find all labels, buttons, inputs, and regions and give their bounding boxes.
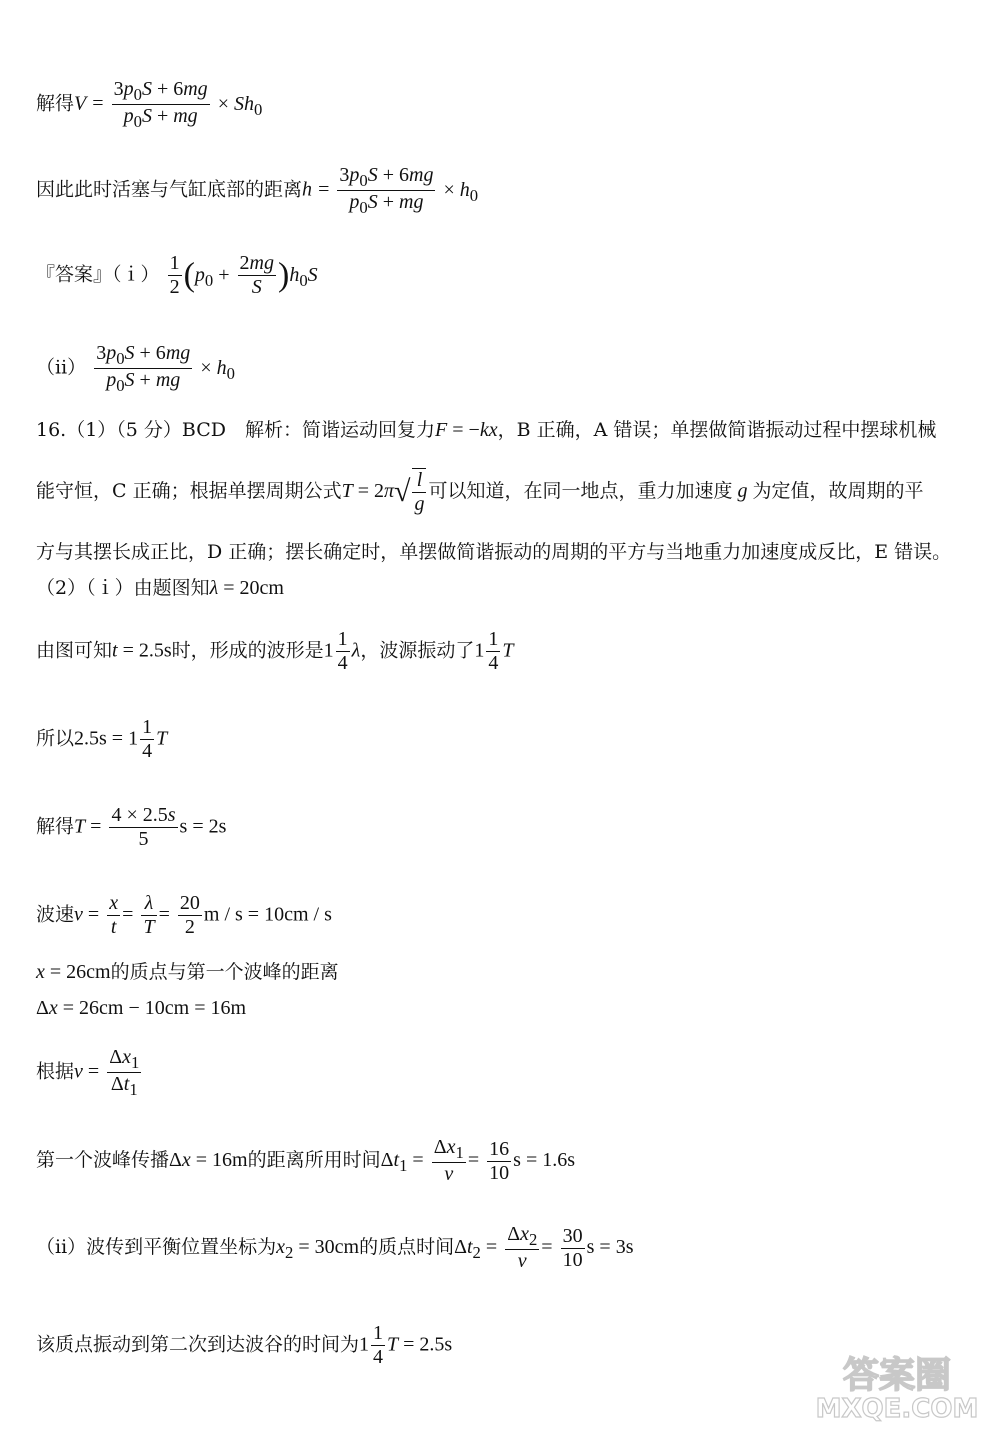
text: 为定值，故周期的平 [752,480,924,502]
p10-first-crest: 第一个波峰传播Δx = 16m的距离所用时间$\Delta t_1$ = $\frac{\Delta x_1}{v}$ = $\frac{16}{10}$ s = 1.6s [36,1136,576,1186]
fraction: $\frac{x}{t}$ [109,892,119,938]
p12-trough-time: 该质点振动到第二次到达波谷的时间为1 $\frac{1}{4}$ T = 2.5s [36,1322,453,1368]
text: 时，形成的波形是 [171,639,324,662]
text: 能守恒，C 正确；根据单摆周期公式 [36,480,342,502]
text: 可以知道，在同一地点，重力加速度 [428,480,733,502]
fraction: $\frac{16}{10}$ [489,1137,510,1184]
line-answer-i: 『答案』（ｉ） $\frac{1}{2}$ ($p_0$ + $\frac{2mg}{S}$ )$h_0S$ [36,252,318,298]
text: ，波源振动了 [360,639,475,662]
text: 波速 [36,903,75,926]
q16-line-3 [36,543,951,562]
text: 第一个波峰传播 [36,1149,170,1172]
fraction: $\frac{20}{2}$ [179,892,200,938]
line-solve-volume: 解得V = $\frac{3p_0S + 6mg}{p_0S + mg}$ × $Sh_0$ [36,78,263,132]
fraction: $\frac{1}{2}$ [169,252,180,298]
fraction: $\frac{2mg}{S}$ [239,252,274,298]
text: 解得 [36,815,75,838]
text: （ⅱ） [36,356,87,379]
fraction: $\frac{1}{4}$ [488,628,499,674]
fraction: $\frac{3p_0S + 6mg}{p_0S + mg}$ [339,164,434,218]
line-answer-ii: （ⅱ） $\frac{3p_0S + 6mg}{p_0S + mg}$ × $h_0$ [36,342,235,396]
fraction: $\frac{3p_0S + 6mg}{p_0S + mg}$ [96,342,191,396]
q16-line-1: 16.（1）（5 分）BCD 解析：简谐运动回复力F = −kx，B 正确，A 错误；单摆做简谐振动过程中摆球机械 [36,419,937,441]
p5-period: 解得T = $\frac{4 \times 2.5s}{5}$ s = 2s [36,804,227,850]
text: 的质点时间 [359,1236,455,1259]
fraction: $\frac{\Delta x_2}{v}$ [507,1223,538,1273]
text: （2）（ｉ）由题图知 [36,577,210,599]
fraction: $\frac{\Delta x_1}{v}$ [433,1136,464,1186]
text: 因此此时活塞与气缸底部的距离 [36,178,303,201]
text: 『答案』（ｉ） [36,263,160,286]
fraction: $\frac{\lambda}{T}$ [143,892,155,938]
fraction: $\frac{1}{4}$ [337,628,348,674]
line-piston-distance: 因此此时活塞与气缸底部的距离h = $\frac{3p_0S + 6mg}{p_0S + mg}$ × $h_0$ [36,164,479,218]
text: 解得 [36,92,75,115]
watermark-logo [805,1347,990,1422]
p3-waveform: 由图可知t = 2.5s时，形成的波形是1 $\frac{1}{4}$ λ，波源振动了1 $\frac{1}{4}$ T [36,628,514,674]
text: 的质点与第一个波峰的距离 [110,961,339,983]
text: 由图可知 [36,639,113,662]
text: 根据 [36,1060,75,1083]
text: 16.（1）（5 分）BCD 解析：简谐运动回复力 [36,419,436,441]
p2-wavelength: （2）（ｉ）由题图知λ = 20cm [36,577,284,599]
fraction: $\frac{3p_0S + 6mg}{p_0S + mg}$ [113,78,208,132]
p7-distance: x = 26cm的质点与第一个波峰的距离 [36,961,339,983]
fraction: $\frac{l}{g}$ [414,469,425,515]
text: ，B 正确，A 错误；单摆做简谐振动过程中摆球机械 [497,419,937,441]
svg-text:MXQE.COM: MXQE.COM [815,1394,979,1422]
svg-text:答案圈: 答案圈 [842,1355,952,1396]
text: 所以 [36,727,75,750]
p6-wave-speed: 波速v = $\frac{x}{t}$ = $\frac{\lambda}{T}$ = $\frac{20}{2}$ m / s = 10cm / s [36,892,332,938]
text: （ⅱ）波传到平衡位置坐标为 [36,1236,277,1259]
p9-according: 根据v = $\frac{\Delta x_1}{\Delta t_1}$ [36,1046,140,1100]
fraction: $\frac{1}{4}$ [142,716,153,762]
text: 的距离所用时间 [247,1149,381,1172]
p8-delta-x: Δx = 26cm − 10cm = 16m [36,997,247,1019]
fraction: $\frac{4 \times 2.5s}{5}$ [111,804,176,850]
q16-line-2: 能守恒，C 正确；根据单摆周期公式T = 2π√ $\frac{l}{g}$ 可以知道，在同一地点，重力加速度 g 为定值，故周期的平 [36,469,924,515]
text: 方与其摆长成正比，D 正确；摆长确定时，单摆做简谐振动的周期的平方与当地重力加速度成反比，E 错误。 [36,541,952,563]
text: 该质点振动到第二次到达波谷的时间为 [36,1333,360,1356]
p11-wave-arrival: （ⅱ）波传到平衡位置坐标为$x_2 = 30cm$的质点时间$\Delta t_2$ = $\frac{\Delta x_2}{v}$ = $\frac{30}{10}$ s = 3s [36,1223,634,1273]
fraction: $\frac{1}{4}$ [373,1322,384,1368]
fraction: $\frac{\Delta x_1}{\Delta t_1}$ [109,1046,140,1100]
p4-so: 所以2.5s = 1 $\frac{1}{4}$ T [36,716,168,762]
fraction: $\frac{30}{10}$ [562,1224,583,1271]
